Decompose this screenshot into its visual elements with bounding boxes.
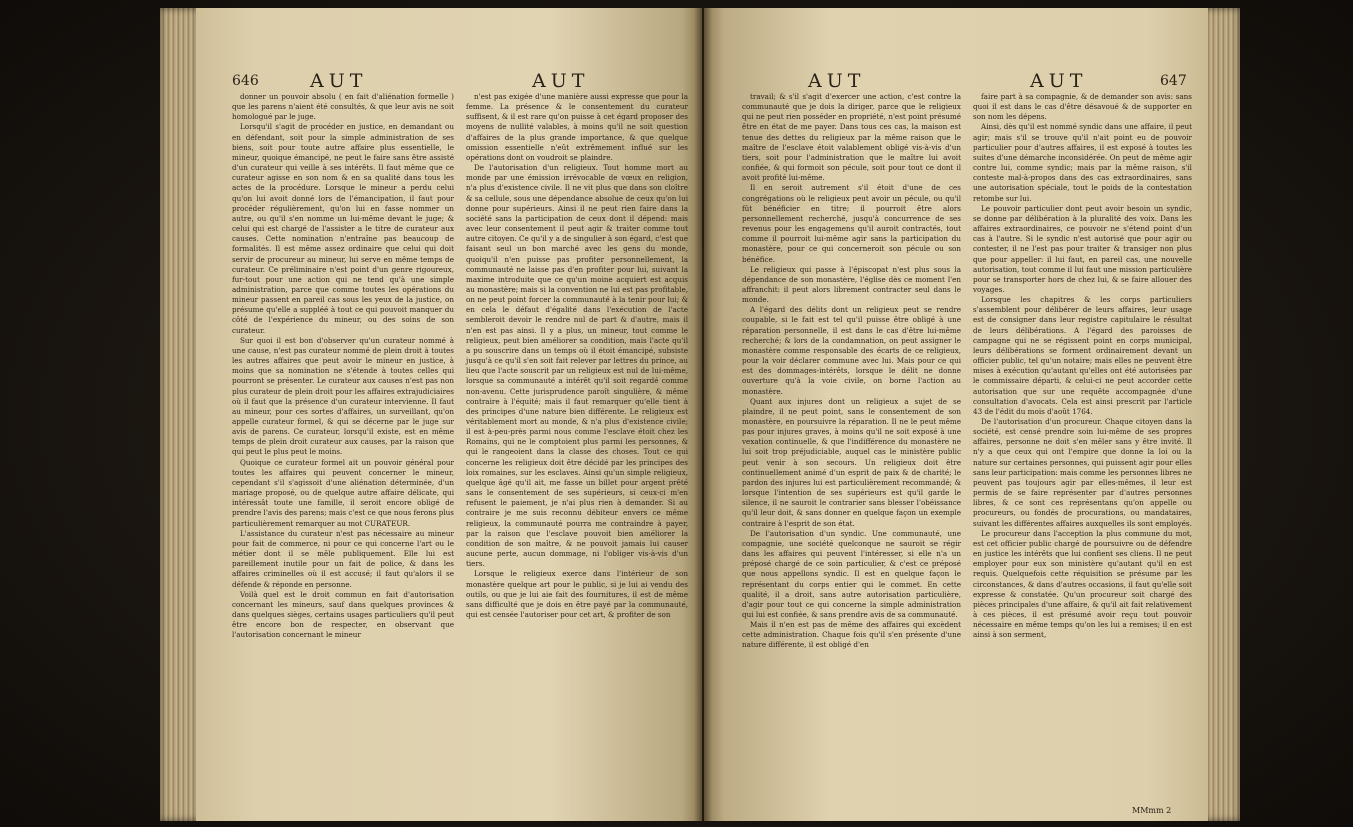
right-running-head-a: AUT [808,70,866,92]
paragraph: Le pouvoir particulier dont peut avoir besoin un syndic, se donne par délibération à la pluralité des voix. Dans les affaires extraordinaires, ce pouvoir ne s'étend point d'un cas à l'autre. Si le syndic n'est autorisé que pour agir ou contester, il ne l'est pas pour traiter & transiger non plus que pour appeller: il lui faut, en pareil cas, une nouvelle autorisation, tout comme il lui faut une mission particulière pour se transporter hors de chez lui, & se faire allouer des voyages. [973,203,1192,294]
left-running-head-b: AUT [532,70,590,92]
left-running-head-a: AUT [310,70,368,92]
paragraph: Sur quoi il est bon d'observer qu'un curateur nommé à une cause, n'est pas curateur nommé de plein droit à toutes les autres affaires que peut avoir le mineur en justice, à moins que sa nomination ne s'étende à toutes celles qui pourront se présenter. Le curateur aux causes n'est pas non plus curateur de plein droit pour les affaires extrajudiciaires où il faut que la présence d'un curateur intervienne. Il faut au mineur, pour ces sortes d'affaires, un surveillant, qu'on appelle curateur formel, & qui se décerne par le juge sur avis de parens. Ce curateur, lorsqu'il existe, est en même temps de plein droit curateur aux causes, par la raison que qui peut le plus peut le moins. [232,335,454,457]
right-page-columns [742,92,1192,651]
paragraph: donner un pouvoir absolu ( en fait d'aliénation formelle ) que les parens n'aient été consultés, & que leur avis ne soit homologué par le juge. [232,92,454,122]
right-page-number: 647 [1160,73,1187,89]
left-page-number: 646 [232,73,259,89]
right-column-2 [973,92,1192,651]
book-gutter [694,8,712,821]
catchword: MMmm 2 [1132,806,1172,815]
paragraph: Lorsqu'il s'agit de procéder en justice, en demandant ou en défendant, soit pour la simple administration de ses biens, soit pour toute autre affaire plus essentielle, le mineur, quoique émancipé, ne peut le faire sans être assisté d'un curateur qui veille à ses intérêts. Il faut même que ce curateur agisse en son nom & en sa qualité dans tous les actes de la procédure. Lorsque le mineur a perdu celui qu'on lui avoit donné lors de l'émancipation, il faut pour procéder régulièrement, qu'on lui en fasse nommer un autre, ou qu'il s'en nomme un lui-même devant le juge; & celui qui est chargé de l'assister a le titre de curateur aux causes. Cette nomination n'entraîne pas beaucoup de formalités. Il est même assez ordinaire que celui qui doit servir de procureur au mineur, lui serve en même temps de curateur. Ce préliminaire n'est point d'un genre rigoureux, fur-tout pour une action qui ne tend qu'à une simple administration, parce que comme toutes les opérations du mineur passent en pareil cas sous les yeux de la justice, on présume qu'elle a suppléé à tout ce qui pouvoit manquer du côté de l'expérience du mineur, ou des soins de son curateur. [232,122,454,335]
paragraph: Ainsi, dès qu'il est nommé syndic dans une affaire, il peut agir; mais s'il se trouve qu'il n'ait point eu de pouvoir particulier pour d'autres affaires, il est exposé à toutes les suites d'une démarche inconsidérée. On peut de même agir contre lui, comme syndic; mais par la même raison, s'il conteste mal-à-propos dans des cas extraordinaires, sans une autorisation spéciale, tout le poids de la contestation retombe sur lui. [973,122,1192,203]
paragraph: L'assistance du curateur n'est pas nécessaire au mineur pour fait de commerce, ni pour ce qui concerne l'art ou le métier dont il se mêle publiquement. Elle lui est pareillement inutile pour un fait de police, & dans les affaires criminelles où il est accusé; il faut qu'alors il se défende & réponde en personne. [232,528,454,589]
paragraph: Le religieux qui passe à l'épiscopat n'est plus sous la dépendance de son monastère, l'église dès ce moment l'en affranchit: il peut alors librement contracter seul dans le monde. [742,264,961,305]
right-column-1 [742,92,961,651]
left-column-2 [466,92,688,640]
paragraph: De l'autorisation d'un procureur. Chaque citoyen dans la société, est censé prendre soin lui-même de ses propres affaires, personne ne doit s'en mêler sans y être invité. Il n'y a que ceux qui ont l'empire que donne la loi ou la nature sur certaines personnes, qui puissent agir pour elles sans leur participation: mais comme les personnes libres ne peuvent pas toujours agir par elles-mêmes, il leur est permis de se faire représenter par d'autres personnes libres, & ce sont ces représentans qu'on appelle ou procureurs, ou fondés de procurations, ou mandataires, suivant les différentes affaires auxquelles ils sont employés. [973,417,1193,528]
paragraph: travail; & s'il s'agit d'exercer une action, c'est contre la communauté que je dois la diriger, parce que le religieux qui ne peut rien posséder en propriété, n'est point présumé être en état de me payer. Dans tous ces cas, la maison est tenue des dettes du religieux par la même raison que le maître de l'esclave étoit valablement obligé vis-à-vis d'un tiers, soit pour l'administration que le maître lui avoit confiée, & qui formoit son pécule, soit pour tout ce dont il avoit profité lui-même. [742,92,961,183]
paragraph: A l'égard des délits dont un religieux peut se rendre coupable, si le fait est tel qu'il puisse être obligé à une réparation personnelle, il est dans le cas d'être lui-même recherché; & lors de la condamnation, on peut assigner le monastère comme responsable des écarts de ce religieux, pour la voir déclarer commune avec lui. Mais pour ce qui est des dommages-intérêts, lorsque le délit ne donne ouverture qu'à la voie civile, on borne l'action au monastère. [742,305,961,396]
paragraph: De l'autorisation d'un religieux. Tout homme mort au monde par une émission irrévocable de vœux en religion, n'a plus d'existence civile. Il ne vit plus que dans son cloître & sa cellule, sous une dépendance absolue de ceux qu'on lui donne pour supérieurs. Ainsi il ne peut rien faire dans la société sans la participation de ceux dont il dépend: mais avec leur consentement il peut agir & traiter comme tout autre citoyen. Ce qu'il y a de singulier à son égard, c'est que faisant seul un bon marché avec les gens du monde, quoiqu'il n'en puisse pas profiter personnellement, la communauté ne laisse pas d'en profiter pour lui, suivant la maxime introduite que ce qu'un moine acquiert est acquis au monastère; mais si la convention ne lui est pas profitable, on ne peut point forcer la communauté à la tenir pour lui; & en cela le défaut d'égalité dans l'exécution de l'acte sembleroit devoir le rendre nul de part & d'autre, mais il n'en est pas ainsi. Il y a plus, un mineur, tout comme le religieux, peut bien améliorer sa condition, mais l'acte qu'il a pu souscrire dans un temps où il étoit émancipé, subsiste jusqu'à ce qu'il s'en soit fait relever par lettres du prince, au lieu que l'acte souscrit par un religieux est nul de lui-même, lorsque sa communauté a intérêt qu'il soit regardé comme non-avenu. Cette jurisprudence paroît singulière, & même contraire à l'équité; mais il faut remarquer qu'elle tient à des principes d'une nature bien différente. Le religieux est véritablement mort au monde, & n'a plus d'existence civile; il est à-peu-près parmi nous comme l'esclave étoit chez les Romains, qui ne le comptoient plus parmi les personnes, & qui le rangeoient dans la classe des choses. Tout ce qui concerne les religieux doit être décidé par les principes des loix romaines, sur les esclaves. Ainsi qu'un simple religieux, quelque âgé qu'il ait, me fasse un billet pour argent prêté sans le consentement de ses supérieurs, si ceux-ci m'en refusent le paiement, je n'ai plus rien à demander. Si au contraire je me suis reconnu débiteur envers ce même religieux, la communauté pourra me contraindre à payer, par la raison que l'esclave pouvoit bien améliorer la condition de son maître, & ne pouvoit jamais lui causer aucune perte, aucun dommage, ni l'obliger vis-à-vis d'un tiers. [466,163,688,569]
paragraph: Mais il n'en est pas de même des affaires qui excèdent cette administration. Chaque fois qu'il s'en présente d'une nature différente, il est obligé d'en [742,620,961,650]
paragraph: Voilà quel est le droit commun en fait d'autorisation concernant les mineurs, sauf dans quelques provinces & dans quelques sièges, certains usages particuliers qu'il peut être encore bon de respecter, en observant que l'autorisation concernant le mineur [232,589,454,640]
paragraph: Il en seroit autrement s'il étoit d'une de ces congrégations où le religieux peut avoir un pécule, ou qu'il fût bénéficier en titre; il pourroit être alors personnellement recherché, jusqu'à concurrence de ses revenus pour les engagemens qu'il auroit contractés, tout comme il pourroit lui-même agir sans la participation du monastère, pour ce qui concerneroit son pécule ou son bénéfice. [742,183,961,264]
left-page-columns [232,92,688,640]
paragraph: Lorsque les chapitres & les corps particuliers s'assemblent pour délibérer de leurs affaires, leur usage est de consigner dans leur registre capitulaire le résultat de leurs délibérations. A l'égard des paroisses de campagne qui ne se régissent point en corps municipal, leurs délibérations se forment ordinairement devant un officier public, tel qu'un notaire; mais elles ne peuvent être mises à exécution qu'autant qu'elles ont été autorisées par le commissaire départi, & celui-ci ne peut accorder cette autorisation que sur une requête accompagnée d'une consultation d'avocats. Cela est ainsi prescrit par l'article 43 de l'édit du mois d'août 1764. [973,295,1192,416]
paragraph: faire part à sa compagnie, & de demander son avis: sans quoi il est dans le cas d'être désavoué & de supporter en son nom les dépens. [973,92,1192,122]
paragraph: Le procureur dans l'acception la plus commune du mot, est cet officier public chargé de poursuivre ou de défendre en justice les intérêts que lui confient ses cliens. Il ne peut employer pour eux son ministère qu'autant qu'il en est requis. Quelquefois cette réquisition se présume par les circonstances, & dans d'autres occasions, il faut qu'elle soit expresse & constatée. Qu'un procureur soit chargé des pièces principales d'une affaire, & qu'il ait fait relativement à ces pièces, il est présumé avoir reçu tout pouvoir nécessaire en même temps qu'on les lui a remises; il en est ainsi à son serment, [973,528,1192,640]
paragraph: Quant aux injures dont un religieux a sujet de se plaindre, il ne peut point, sans le consentement de son monastère, en poursuivre la réparation. Il ne le peut même pas pour injures graves, à moins qu'il ne soit exposé à une vexation continuelle, & que l'indifférence du monastère ne lui soit trop préjudiciable, auquel cas le ministère public peut venir à son secours. Un religieux doit être continuellement animé d'un esprit de paix & de charité; le pardon des injures lui est particulièrement recommandé; & lorsque l'intention de ses supérieurs est qu'il garde le silence, il ne sauroit le contrarier sans blesser l'obéissance qu'il leur doit, & sans donner en quelque façon un exemple contraire à l'esprit de son état. [742,396,961,528]
paragraph: De l'autorisation d'un syndic. Une communauté, une compagnie, une société quelconque ne sauroit se régir dans les affaires qui peuvent l'intéresser, si elle n'a un préposé chargé de ce soin particulier, & c'est ce préposé que nous appellons syndic. Il est en quelque façon le représentant du corps entier qui le commet. En cette qualité, il a droit, sans autre autorisation particulière, d'agir pour tout ce qui concerne la simple administration qui lui est confiée, & sans prendre avis de sa communauté. [742,528,961,619]
paragraph: n'est pas exigée d'une manière aussi expresse que pour la femme. La présence & le consentement du curateur suffisent, & il est rare qu'on puisse à cet égard proposer des moyens de nullité valables, à moins qu'il ne soit question d'affaires de la plus grande importance, & que quelque omission essentielle n'eût extrêmement influé sur les opérations dont on voudroit se plaindre. [466,92,688,162]
right-running-head-b: AUT [1030,70,1088,92]
paragraph: Quoique ce curateur formel ait un pouvoir général pour toutes les affaires qui peuvent concerner le mineur, cependant s'il s'agissoit d'une aliénation déterminée, d'un mariage proposé, ou de quelque autre affaire délicate, qui intéressât toute une famille, il seroit encore obligé de prendre l'avis des parens; mais c'est ce que nous ferons plus particulièrement remarquer au mot CURATEUR. [232,457,454,528]
left-column-1 [232,92,454,640]
left-page-edges [160,8,200,821]
paragraph: Lorsque le religieux exerce dans l'intérieur de son monastère quelque art pour le public, si je lui ai vendu des outils, ou que je lui aie fait des fournitures, il est de même sans difficulté que je dois en être payé par la communauté, qui est censée l'autoriser pour cet art, & profiter de son [466,569,688,619]
